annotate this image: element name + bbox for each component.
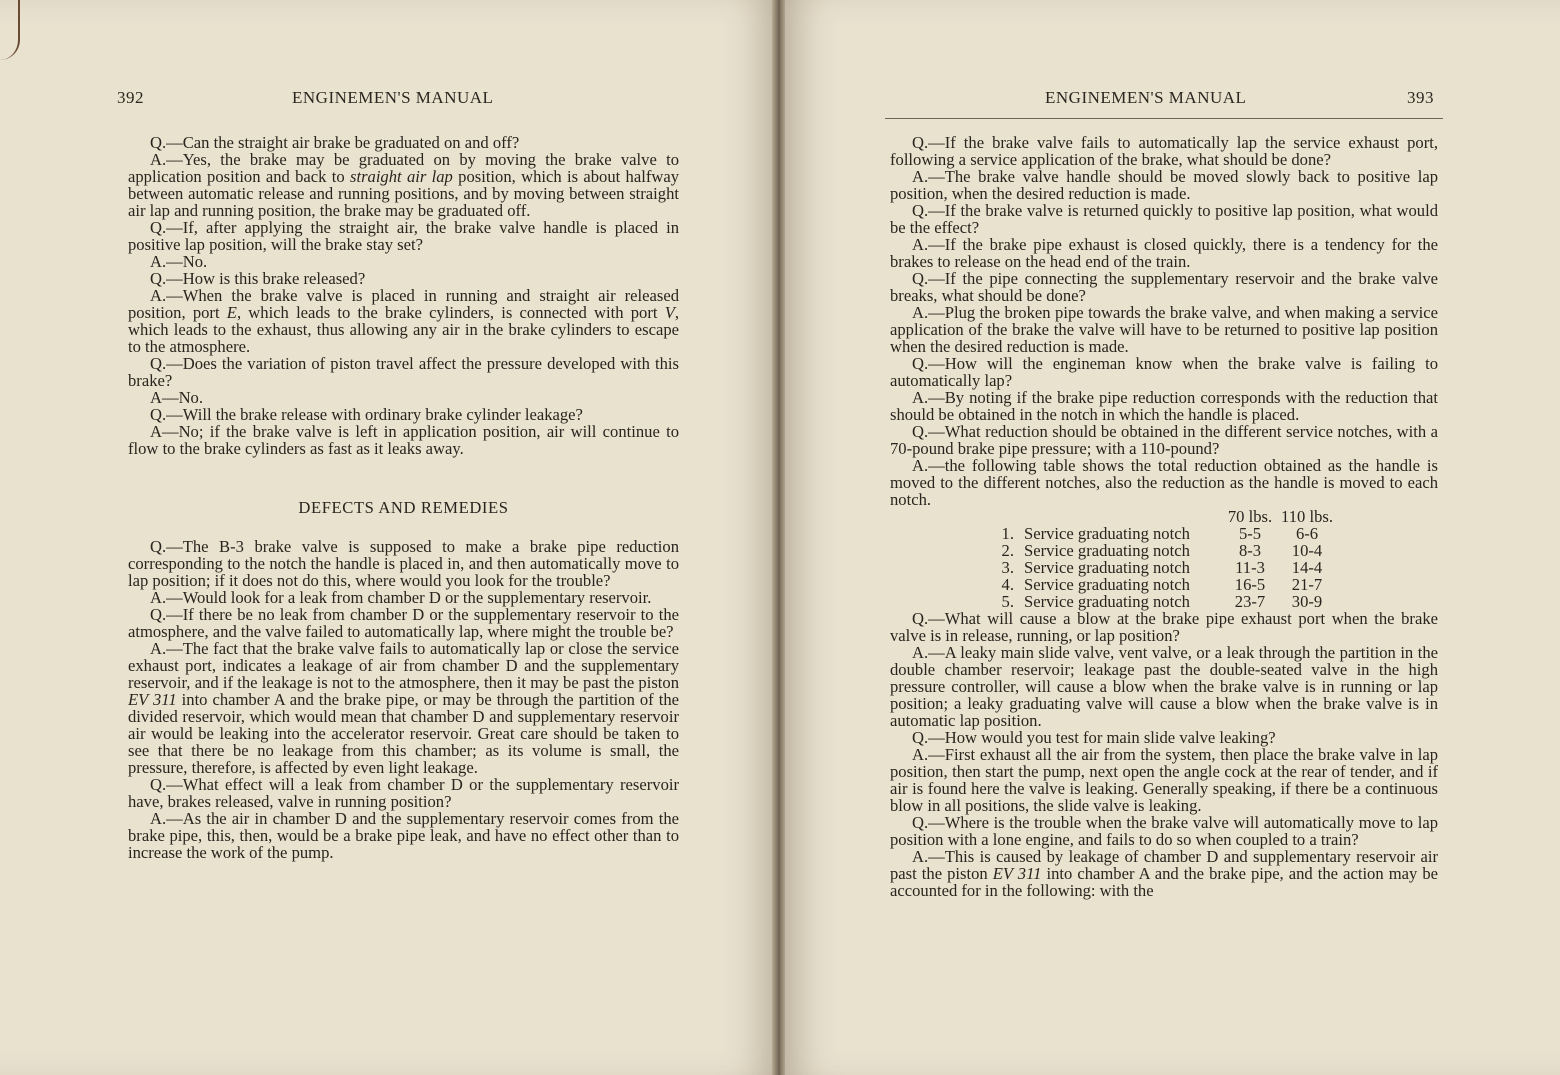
row-v110: 21-7 [1291, 575, 1323, 594]
paragraph: A.—The fact that the brake valve fails to automatically lap or close the service exhaust port, indicates a leakage of air from chamber D and the supplementary reservoir, and if the leakage is not to the atmosphere, then it may be past the piston EV 311 into chamber A and the brake pipe, or may be through the partition of the divided reservoir, which would mean that chamber D and supplementary reservoir air would be leaking into the accelerator reservoir. Great care should be taken to see that there be no leakage from this chamber; as its volume is small, the pressure, therefore, is affected by even light leakage. [128, 639, 679, 777]
paragraph: Q.—What reduction should be obtained in the different service notches, with a 70-pound brake pipe pressure; with a 110-pound? [890, 422, 1438, 458]
row-num: 5. [1001, 592, 1014, 611]
row-label: Service graduating notch [1024, 575, 1190, 594]
page-number: 393 [1407, 88, 1434, 107]
row-num: 2. [1001, 541, 1014, 560]
row-v110: 30-9 [1291, 592, 1323, 611]
row-v70: 5-5 [1238, 524, 1262, 543]
paragraph: A.—This is caused by leakage of chamber D and supplementary reservoir air past the piston EV 311 into chamber A and the brake pipe, and the action may be accounted for in the following: with the [890, 847, 1438, 900]
paragraph: A.—When the brake valve is placed in running and straight air released position, port E, which leads to the brake cylinders, is connected with port V, which leads to the exhaust, thus allowing any air in the brake cylinders to escape to the atmosphere. [128, 286, 679, 356]
paragraph: Q.—Will the brake release with ordinary brake cylinder leakage? [150, 405, 583, 424]
row-label: Service graduating notch [1024, 558, 1190, 577]
row-label: Service graduating notch [1024, 541, 1190, 560]
row-v70: 23-7 [1234, 592, 1266, 611]
page-number: 392 [117, 88, 144, 107]
paragraph: Q.—Can the straight air brake be graduated on and off? [150, 133, 520, 152]
row-v110: 14-4 [1291, 558, 1323, 577]
paragraph: A.—The brake valve handle should be moved slowly back to positive lap position, when the desired reduction is made. [890, 167, 1438, 203]
col-70-head: 70 lbs. [1227, 507, 1273, 526]
paragraph: A.—As the air in chamber D and the supplementary reservoir comes from the brake pipe, this, then, would be a brake pipe leak, and have no effect other than to increase the work of the pump. [128, 809, 679, 862]
paragraph: Q.—The B-3 brake valve is supposed to make a brake pipe reduction corresponding to the notch the handle is placed in, and then automatically move to lap position; if it does not do this, where would you look for the trouble? [128, 537, 679, 590]
paragraph: A.—Plug the broken pipe towards the brake valve, and when making a service application of the brake the valve will have to be returned to positive lap position when the desired reduction is made. [890, 303, 1438, 356]
paragraph: A.—If the brake pipe exhaust is closed quickly, there is a tendency for the brakes to release on the head end of the train. [890, 235, 1438, 271]
paragraph: Q.—If, after applying the straight air, the brake valve handle is placed in positive lap position, will the brake stay set? [128, 218, 679, 254]
row-num: 1. [1001, 524, 1014, 543]
paragraph: A.—Would look for a leak from chamber D or the supplementary reservoir. [150, 588, 652, 607]
paragraph: Q.—If there be no leak from chamber D or the supplementary reservoir to the atmosphere, and the valve failed to automatically lap, where might the trouble be? [128, 605, 679, 641]
paragraph: Q.—What effect will a leak from chamber D or the supplementary reservoir have, brakes released, valve in running position? [128, 775, 679, 811]
right-page-body [890, 134, 1438, 899]
row-v110: 6-6 [1295, 524, 1319, 543]
row-num: 3. [1001, 558, 1014, 577]
corner-curl [0, 0, 20, 60]
paragraph: A.—A leaky main slide valve, vent valve, or a leak through the partition in the double chamber reservoir; leakage past the double-seated valve in the high pressure controller, will cause a blow when the brake valve is in running or lap position; a leaky graduating valve will cause a blow when the brake valve is in automatic lap position. [890, 643, 1438, 730]
col-110-head: 110 lbs. [1281, 507, 1333, 526]
row-v110: 10-4 [1291, 541, 1323, 560]
table-row [992, 576, 1338, 593]
notch-reduction-table [992, 508, 1338, 610]
paragraph: Q.—If the brake valve fails to automatically lap the service exhaust port, following a service application of the brake, what should be done? [890, 133, 1438, 169]
table-header-row [992, 508, 1338, 525]
table-row [992, 593, 1338, 610]
paragraph: A—No. [150, 388, 204, 407]
table-row [992, 559, 1338, 576]
running-head: ENGINEMEN'S MANUAL [292, 88, 494, 107]
paragraph: Q.—How would you test for main slide valve leaking? [912, 728, 1276, 747]
left-page-body [128, 134, 679, 861]
paragraph: A.—No. [150, 252, 208, 271]
left-page [0, 0, 775, 1075]
header-rule [885, 118, 1443, 119]
paragraph: Q.—If the brake valve is returned quickly to positive lap position, what would be the effect? [890, 201, 1438, 237]
table-row [992, 525, 1338, 542]
table-row [992, 542, 1338, 559]
paragraph: Q.—How is this brake released? [150, 269, 366, 288]
row-v70: 16-5 [1234, 575, 1266, 594]
row-v70: 8-3 [1238, 541, 1262, 560]
paragraph: Q.—What will cause a blow at the brake pipe exhaust port when the brake valve is in release, running, or lap position? [890, 609, 1438, 645]
paragraph: A—No; if the brake valve is left in application position, air will continue to flow to the brake cylinders as fast as it leaks away. [128, 422, 679, 458]
right-page [785, 0, 1560, 1075]
row-label: Service graduating notch [1024, 592, 1190, 611]
row-label: Service graduating notch [1024, 524, 1190, 543]
section-title: DEFECTS AND REMEDIES [298, 498, 509, 517]
paragraph: Q.—Where is the trouble when the brake valve will automatically move to lap position with a lone engine, and fails to do so when coupled to a train? [890, 813, 1438, 849]
running-head: ENGINEMEN'S MANUAL [1045, 88, 1247, 107]
paragraph: Q.—Does the variation of piston travel affect the pressure developed with this brake? [128, 354, 679, 390]
paragraph: A.—the following table shows the total reduction obtained as the handle is moved to the different notches, also the reduction as the handle is moved to each notch. [890, 456, 1438, 509]
row-v70: 11-3 [1235, 558, 1265, 577]
paragraph: A.—Yes, the brake may be graduated on by moving the brake valve to application position and back to straight air lap position, which is about halfway between automatic release and running positions, and by moving between straight air lap and running position, the brake may be graduated off. [128, 150, 679, 220]
paragraph: Q.—If the pipe connecting the supplementary reservoir and the brake valve breaks, what should be done? [890, 269, 1438, 305]
paragraph: A.—First exhaust all the air from the system, then place the brake valve in lap position, then start the pump, next open the angle cock at the rear of tender, and if air is found here the valve is leaking. Generally speaking, if there be a continuous blow in all positions, the slide valve is leaking. [890, 745, 1438, 815]
paragraph: A.—By noting if the brake pipe reduction corresponds with the reduction that should be obtained in the notch in which the handle is placed. [890, 388, 1438, 424]
row-num: 4. [1001, 575, 1014, 594]
paragraph: Q.—How will the engineman know when the brake valve is failing to automatically lap? [890, 354, 1438, 390]
